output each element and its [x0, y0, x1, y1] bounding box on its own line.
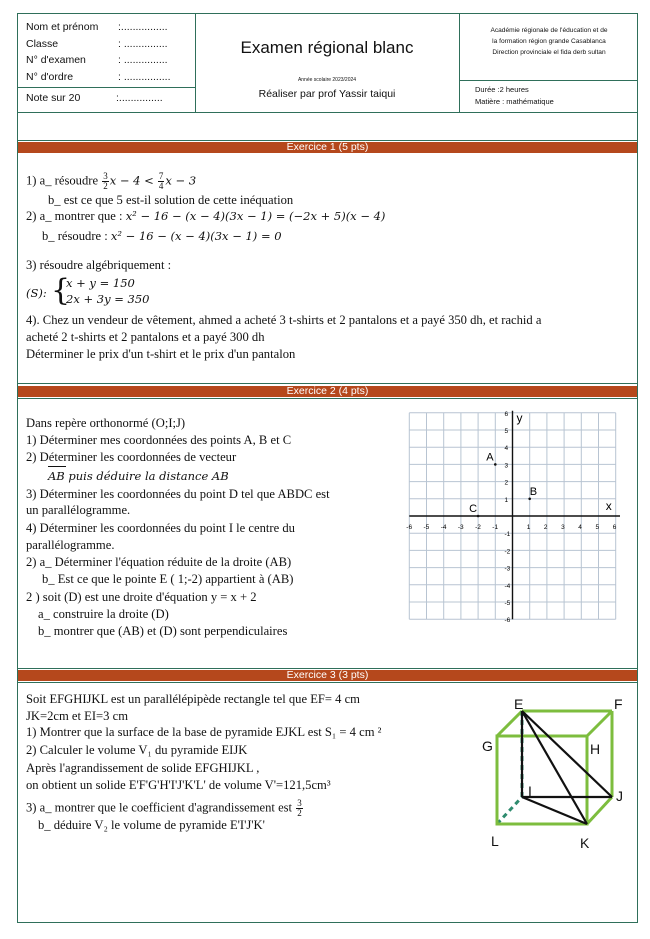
- ex1-q4-line3: Déterminer le prix d'un t-shirt et le prix d'un pantalon: [26, 347, 296, 361]
- ex2-line-6: 4) Déterminer les coordonnées du point I le centre du: [26, 521, 295, 535]
- y-tick-label: 6: [504, 410, 509, 418]
- y-tick-label: 4: [504, 445, 509, 453]
- vector-arrow: [48, 466, 66, 467]
- x-tick-label: 5: [595, 524, 600, 531]
- school-year: Année scolaire 2023/2024: [297, 77, 357, 83]
- ex2-line-2: 2) Déterminer les coordonnées de vecteur: [26, 450, 237, 464]
- ex1-q2a: 2) a_ montrer que : x² − 16 − (x − 4)(3x − 1) = (−2x + 5)(x − 4): [26, 209, 386, 223]
- field-name: Nom et prénom :................: [26, 21, 168, 33]
- edge-LI: [497, 797, 522, 824]
- label-F: F: [614, 696, 623, 712]
- header-divider-right-h: [459, 80, 638, 81]
- ex1-q4-line2: acheté 2 t-shirts et 2 pantalons et a payé 300 dh: [26, 330, 265, 344]
- point-label-B: B: [529, 485, 538, 498]
- edge-JK: [587, 797, 612, 824]
- ex1-q1a: 1) a_ résoudre $\frac{3}{2}$ x − 4 < $\frac{7}{4}$ x − 3: [26, 171, 197, 191]
- ex2-line-3: AB puis déduire la distance AB: [48, 469, 229, 483]
- x-axis-label: x: [605, 499, 612, 513]
- y-tick-label: 2: [504, 479, 509, 487]
- y-tick-label: -3: [504, 565, 511, 573]
- y-tick-label: 1: [504, 496, 509, 504]
- ex2-line-7: parallélogramme.: [26, 538, 115, 552]
- ex2-sub-line: [17, 398, 638, 399]
- y-axis-label: y: [516, 410, 523, 425]
- label-K: K: [580, 835, 590, 851]
- coordinate-grid: [405, 408, 620, 628]
- ex2-line-4: 3) Déterminer les coordonnées du point D tel que ABDC est: [26, 487, 330, 501]
- x-tick-label: 6: [612, 524, 617, 531]
- point-B: [528, 498, 531, 501]
- ex3-line-0: Soit EFGHIJKL est un parallélépipède rectangle tel que EF= 4 cm: [26, 692, 360, 706]
- ex1-system-eq2: 2x + 3y = 350: [66, 292, 150, 306]
- label-J: J: [616, 788, 623, 804]
- ex3-line-3: 2) Calculer le volume V₁ du pyramide EIJK: [26, 743, 248, 757]
- edge-FH: [587, 711, 612, 736]
- x-tick-label: -4: [440, 524, 447, 531]
- ex3-title-bar: Exercice 3 (3 pts): [18, 670, 637, 681]
- ex1-q2b: b_ résoudre : x² − 16 − (x − 4)(3x − 1) = 0: [42, 229, 282, 243]
- ex3-line-1: JK=2cm et EI=3 cm: [26, 709, 128, 723]
- plotted-points: [469, 451, 537, 517]
- ex2-line-10: 2 ) soit (D) est une droite d'équation y = x + 2: [26, 590, 257, 604]
- y-tick-label: -2: [504, 548, 511, 556]
- point-C: [477, 515, 480, 518]
- y-tick-label: -1: [504, 531, 511, 539]
- x-tick-label: 2: [543, 524, 548, 531]
- field-class: Classe : ...............: [26, 37, 168, 50]
- ex2-line-9: b_ Est ce que le pointe E ( 1;-2) appartient à (AB): [42, 572, 294, 586]
- author: Réaliser par prof Yassir taiqui: [258, 88, 396, 100]
- ex3-sub-line: [17, 682, 638, 683]
- x-tick-label: -5: [423, 524, 430, 531]
- ex3-line-7: b_ déduire V₂ le volume de pyramide E'I'J'K': [38, 818, 265, 832]
- duration: Durée :2 heures: [475, 85, 529, 94]
- header-divider-right: [459, 13, 460, 112]
- ex2-line-8: 2) a_ Déterminer l'équation réduite de la droite (AB): [26, 555, 292, 569]
- y-tick-label: -6: [504, 617, 511, 625]
- ex1-q1b: b_ est ce que 5 est-il solution de cette inéquation: [48, 193, 294, 207]
- y-tick-label: -5: [504, 600, 511, 607]
- subject: Matière : mathématique: [475, 97, 554, 106]
- academy-info: Académie régionale de l'éducation et de la formation région grande Casablanca Direction provinciale el fida derb sultan: [490, 27, 608, 56]
- pyramid-edges: [522, 711, 612, 824]
- y-tick-label: -4: [504, 582, 511, 590]
- ex2-line-11: a_ construire la droite (D): [38, 607, 169, 621]
- field-exam-number: N° d'examen : ...............: [26, 54, 168, 66]
- exam-title: Examen régional blanc: [240, 38, 414, 57]
- y-tick-label: 3: [504, 462, 509, 470]
- ex2-line-0: Dans repère orthonormé (O;I;J): [26, 416, 186, 430]
- x-tick-label: -2: [475, 524, 481, 531]
- ex2-line-1: 1) Déterminer mes coordonnées des points A, B et C: [26, 433, 292, 447]
- label-I: I: [528, 783, 532, 799]
- y-tick-label: 5: [504, 428, 509, 435]
- ex1-q3: 3) résoudre algébriquement :: [26, 258, 172, 272]
- label-L: L: [491, 833, 499, 849]
- x-tick-label: 4: [578, 524, 582, 531]
- note-field: Note sur 20 :...............: [26, 92, 163, 104]
- ex1-system-label: (S):: [26, 286, 47, 300]
- ex1-q4-line1: 4). Chez un vendeur de vêtement, ahmed a acheté 3 t-shirts et 2 pantalons et a payé 350 dh, et rachid a: [26, 313, 542, 327]
- field-order-number: N° d'ordre : ................: [26, 70, 171, 83]
- ex3-line-2: 1) Montrer que la surface de la base de pyramide EJKL est S₁ = 4 cm ²: [26, 725, 382, 739]
- ex3-line-5: on obtient un solide E'F'G'H'I'J'K'L' de volume V'=121,5cm³: [26, 778, 331, 792]
- ex2-line-5: un parallélogramme.: [26, 503, 131, 517]
- ex1-title-bar: Exercice 1 (5 pts): [18, 142, 637, 153]
- point-A: [494, 463, 497, 466]
- point-label-A: A: [486, 451, 494, 464]
- x-tick-label: 3: [561, 524, 565, 531]
- ex3-line-4: Après l'agrandissement de solide EFGHIJKL ,: [26, 761, 260, 775]
- header-bottom-line: [17, 112, 638, 113]
- ex2-line-12: b_ montrer que (AB) et (D) sont perpendiculaires: [38, 624, 288, 638]
- point-label-C: C: [469, 503, 478, 515]
- label-H: H: [590, 741, 601, 757]
- x-tick-label: -1: [492, 524, 499, 531]
- label-G: G: [482, 738, 493, 754]
- student-info: [26, 19, 171, 85]
- parallelepiped-figure: [480, 694, 630, 856]
- x-tick-label: -3: [457, 524, 464, 531]
- ex3-line-6: 3) a_ montrer que le coefficient d'agrandissement est $\frac{3}{2}$: [26, 798, 302, 818]
- axes: [409, 411, 620, 619]
- ex1-system-eq1: x + y = 150: [66, 276, 135, 290]
- tick-labels: [406, 411, 616, 624]
- label-E: E: [514, 696, 524, 712]
- header-divider-left-h: [17, 87, 195, 88]
- ex2-title-bar: Exercice 2 (4 pts): [18, 386, 637, 397]
- x-tick-label: -6: [406, 524, 413, 531]
- system-brace: {: [51, 273, 71, 308]
- ex2-top-line: [17, 383, 638, 384]
- x-tick-label: 1: [526, 524, 531, 531]
- edge-GI: [497, 711, 522, 736]
